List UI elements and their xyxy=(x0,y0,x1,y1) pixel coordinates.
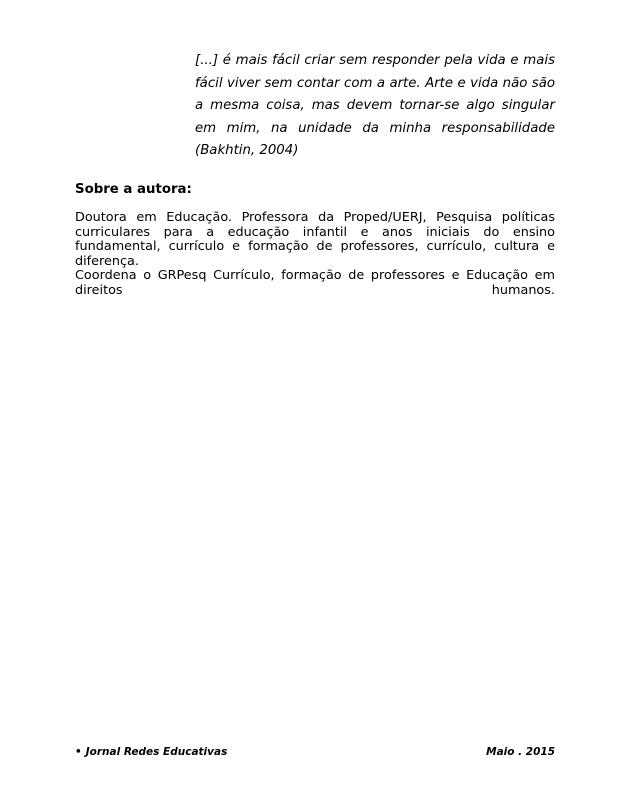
footer-journal xyxy=(75,745,227,759)
page-footer xyxy=(75,745,555,759)
about-author-heading: Sobre a autora: xyxy=(75,182,192,197)
epigraph-quote: [...] é mais fácil criar sem responder pela vida e mais fácil viver sem contar com a arte. Arte e vida não são a mesma coisa, mas devem tornar-se algo singular em mim, na unidade da minha responsabilidade (Bakhtin, 2004) xyxy=(195,53,555,158)
bio-paragraph-1: Doutora em Educação. Professora da Proped/UERJ, Pesquisa políticas curriculares para a educação infantil e anos iniciais do ensino fundamental, currículo e formação de professores, currículo, cultura e diferença. xyxy=(75,210,555,269)
author-bio xyxy=(75,211,555,298)
bullet-icon: • xyxy=(75,746,82,758)
journal-name: Jornal Redes Educativas xyxy=(85,746,228,758)
bio-paragraph-2: Coordena o GRPesq Currículo, formação de professores e Educação em direitos humanos. xyxy=(75,268,555,298)
footer-date: Maio . 2015 xyxy=(486,746,555,758)
